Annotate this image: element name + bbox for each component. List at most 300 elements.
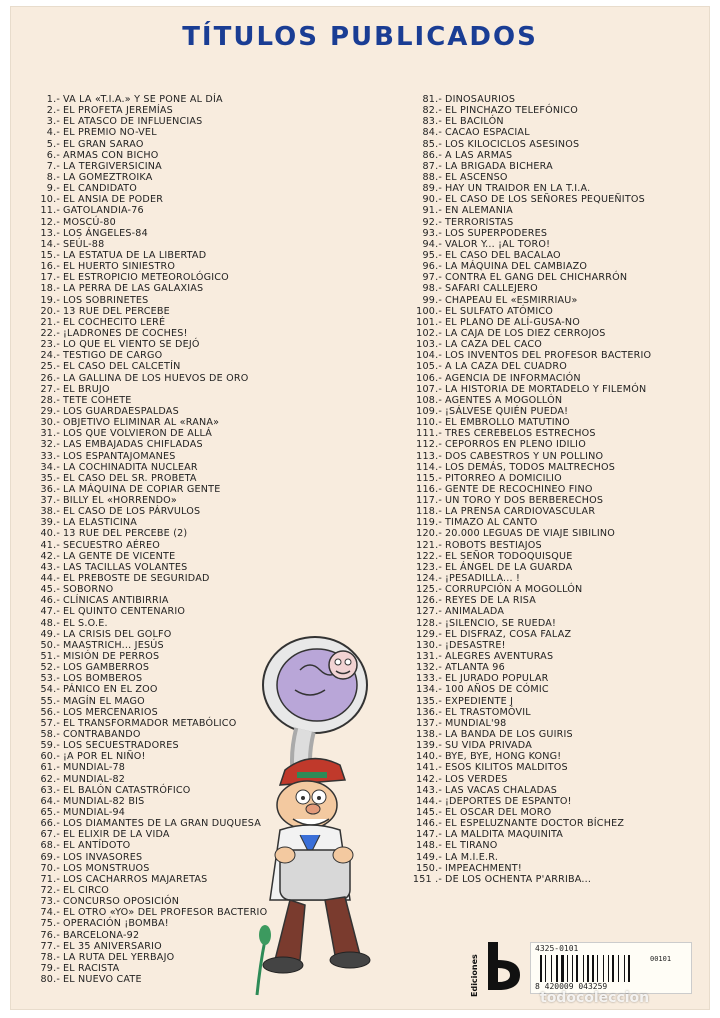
title-number: 6.- (46, 149, 60, 161)
title-entry (32, 94, 267, 105)
title-entry (412, 127, 651, 138)
title-number: 134.- (416, 684, 442, 696)
title-text: EL DISFRAZ, COSA FALAZ (445, 628, 572, 640)
title-entry (412, 863, 651, 874)
title-text: ¡PESADILLA... ! (445, 573, 521, 585)
title-number: 113.- (416, 450, 442, 462)
title-number: 34.- (40, 461, 60, 473)
title-text: EL PROFETA JEREMÍAS (63, 105, 173, 117)
barcode-bar (631, 955, 632, 982)
title-text: MISIÓN DE PERROS (63, 651, 160, 663)
title-text: VALOR Y... ¡AL TORO! (445, 238, 551, 250)
title-text: EL BRUJO (63, 383, 110, 395)
title-entry (32, 361, 267, 372)
title-number: 75.- (40, 918, 60, 930)
barcode-bar (553, 955, 555, 982)
title-entry (32, 506, 267, 517)
title-number: 100.- (416, 305, 442, 317)
title-entry (412, 785, 651, 796)
title-entry (412, 261, 651, 272)
title-text: EL TRANSFORMADOR METABÓLICO (63, 717, 237, 729)
publisher-logo (474, 940, 524, 995)
title-number: 144.- (416, 795, 442, 807)
title-entry (412, 373, 651, 384)
title-entry (412, 361, 651, 372)
title-text: LOS MONSTRUOS (63, 862, 150, 874)
title-entry (412, 473, 651, 484)
title-text: LA MÁQUINA DEL CAMBIAZO (445, 261, 588, 273)
title-number: 25.- (40, 361, 60, 373)
title-text: HAY UN TRAIDOR EN LA T.I.A. (445, 183, 591, 195)
title-number: 41.- (40, 539, 60, 551)
title-number: 33.- (40, 450, 60, 462)
title-entry (412, 818, 651, 829)
title-number: 109.- (416, 405, 442, 417)
barcode-digits: 8 420009 043259 (535, 982, 608, 991)
barcode-bars (540, 955, 640, 982)
title-number: 106.- (416, 372, 442, 384)
title-entry (32, 930, 267, 941)
title-text: LA RUTA DEL YERBAJO (63, 951, 175, 963)
title-number: 30.- (40, 417, 60, 429)
title-text: DOS CABESTROS Y UN POLLINO (445, 450, 604, 462)
title-text: TETE COHETE (63, 394, 132, 406)
title-number: 58.- (40, 729, 60, 741)
title-text: UN TORO Y DOS BERBERECHOS (445, 495, 604, 507)
title-text: EL JURADO POPULAR (445, 673, 549, 685)
barcode-bar (592, 955, 594, 982)
title-entry (32, 606, 267, 617)
title-text: LA GALLINA DE LOS HUEVOS DE ORO (63, 372, 249, 384)
barcode-bar (574, 955, 575, 982)
barcode-bar (565, 955, 566, 982)
title-number: 14.- (40, 238, 60, 250)
title-text: EL ELIXIR DE LA VIDA (63, 829, 170, 841)
title-text: TIMAZO AL CANTO (445, 517, 538, 529)
titles-list-left (32, 94, 267, 985)
title-entry (32, 751, 267, 762)
title-number: 69.- (40, 851, 60, 863)
title-text: 100 AÑOS DE CÓMIC (445, 684, 549, 696)
title-entry (412, 540, 651, 551)
title-entry (412, 562, 651, 573)
title-text: LO QUE EL VIENTO SE DEJÓ (63, 339, 200, 351)
title-text: LOS DEMÁS, TODOS MALTRECHOS (445, 461, 616, 473)
title-entry (32, 295, 267, 306)
title-text: GATOLANDIA-76 (63, 205, 144, 217)
title-entry (32, 852, 267, 863)
title-entry (32, 306, 267, 317)
title-text: CONTRA EL GANG DEL CHICHARRÓN (445, 272, 628, 284)
title-number: 148.- (416, 840, 442, 852)
title-text: OPERACIÓN ¡BOMBA! (63, 918, 169, 930)
title-entry (32, 339, 267, 350)
title-text: EL PLANO DE ALÍ-GUSA-NO (445, 316, 581, 328)
barcode-bar (628, 955, 630, 982)
title-text: LA MALDITA MAQUINITA (445, 829, 564, 841)
title-text: LA CAJA DE LOS DIEZ CERROJOS (445, 327, 606, 339)
barcode-issue-code: 00101 (650, 955, 672, 963)
title-text: LOS SECUESTRADORES (63, 740, 179, 752)
barcode-bar (561, 955, 564, 982)
title-number: 45.- (40, 584, 60, 596)
barcode-bar (567, 955, 568, 982)
title-number: 151 .- (412, 873, 442, 885)
title-text: SAFARI CALLEJERO (445, 283, 538, 295)
title-number: 7.- (46, 160, 60, 172)
title-number: 131.- (416, 651, 442, 663)
title-text: LOS ÁNGELES-84 (63, 227, 148, 239)
title-number: 67.- (40, 829, 60, 841)
barcode-bar (583, 955, 584, 982)
title-number: 36.- (40, 483, 60, 495)
title-text: EL CIRCO (63, 884, 110, 896)
title-entry (32, 818, 267, 829)
title-entry (412, 462, 651, 473)
barcode-bar (576, 955, 578, 982)
title-text: LA CRISIS DEL GOLFO (63, 628, 172, 640)
title-number: 94.- (422, 238, 442, 250)
title-entry (32, 183, 267, 194)
title-text: AGENCIA DE INFORMACIÓN (445, 372, 581, 384)
title-number: 32.- (40, 439, 60, 451)
title-number: 35.- (40, 472, 60, 484)
title-entry (412, 228, 651, 239)
title-entry (412, 217, 651, 228)
title-text: MUNDIAL-94 (63, 807, 126, 818)
title-number: 121.- (416, 539, 442, 551)
title-text: LA BANDA DE LOS GUIRIS (445, 729, 573, 741)
title-text: MUNDIAL'98 (445, 717, 507, 729)
title-entry (32, 451, 267, 462)
title-entry (32, 406, 267, 417)
title-number: 27.- (40, 383, 60, 395)
barcode-bar (543, 955, 544, 982)
title-entry (412, 829, 651, 840)
title-entry (412, 194, 651, 205)
title-text: LA MÁQUINA DE COPIAR GENTE (63, 483, 221, 495)
title-text: ¡DESASTRE! (445, 639, 506, 651)
title-entry (412, 239, 651, 250)
title-entry (32, 239, 267, 250)
title-entry (32, 495, 267, 506)
title-text: SOBORNO (63, 584, 114, 596)
title-entry (412, 673, 651, 684)
title-text: CHAPEAU EL «ESMIRRIAU» (445, 294, 578, 306)
title-text: VA LA «T.I.A.» Y SE PONE AL DÍA (63, 94, 223, 105)
title-text: CONTRABANDO (63, 729, 141, 741)
title-number: 63.- (40, 784, 60, 796)
title-number: 129.- (416, 628, 442, 640)
title-entry (32, 796, 267, 807)
title-number: 3.- (46, 116, 60, 128)
title-number: 52.- (40, 662, 60, 674)
title-number: 86.- (422, 149, 442, 161)
title-entry (412, 139, 651, 150)
title-entry (412, 573, 651, 584)
title-entry (32, 640, 267, 651)
title-text: EL CASO DEL BACALAO (445, 249, 561, 261)
barcode-bar (610, 955, 611, 982)
title-entry (32, 473, 267, 484)
title-text: ¡SÁLVESE QUIÉN PUEDA! (445, 405, 569, 417)
title-number: 9.- (46, 183, 60, 195)
title-entry (32, 150, 267, 161)
title-text: A LA CAZA DEL CUADRO (445, 361, 567, 373)
title-entry (32, 116, 267, 127)
character-illustration (245, 625, 415, 1005)
title-number: 132.- (416, 662, 442, 674)
title-entry (32, 618, 267, 629)
title-number: 120.- (416, 528, 442, 540)
title-entry (32, 517, 267, 528)
title-entry (412, 428, 651, 439)
title-text: EL ATASCO DE INFLUENCIAS (63, 116, 203, 128)
title-number: 48.- (40, 617, 60, 629)
title-entry (32, 172, 267, 183)
title-number: 143.- (416, 784, 442, 796)
title-entry (412, 105, 651, 116)
title-number: 105.- (416, 361, 442, 373)
title-text: EL ÁNGEL DE LA GUARDA (445, 561, 573, 573)
title-entry (32, 562, 267, 573)
title-text: LOS DIAMANTES DE LA GRAN DUQUESA (63, 818, 262, 830)
title-text: BYE, BYE, HONG KONG! (445, 751, 562, 763)
barcode-bar (608, 955, 609, 982)
title-text: LA COCHINADITA NUCLEAR (63, 461, 198, 473)
title-text: CEPORROS EN PLENO IDILIO (445, 439, 586, 451)
title-text: 13 RUE DEL PERCEBE (2) (63, 528, 188, 540)
title-text: EL PINCHAZO TELEFÓNICO (445, 105, 578, 117)
barcode-bar (587, 955, 589, 982)
title-entry (412, 751, 651, 762)
title-number: 80.- (40, 974, 60, 986)
title-number: 1.- (46, 94, 60, 105)
title-text: LOS GUARDAESPALDAS (63, 405, 179, 417)
title-text: LOS INVASORES (63, 851, 143, 863)
title-number: 141.- (416, 762, 442, 774)
title-entry (32, 228, 267, 239)
title-entry (32, 127, 267, 138)
title-text: LOS GAMBERROS (63, 662, 150, 674)
title-entry (412, 517, 651, 528)
title-text: LOS SOBRINETES (63, 294, 149, 306)
barcode-bar (618, 955, 619, 982)
title-text: CACAO ESPACIAL (445, 127, 530, 139)
barcode-bar (597, 955, 598, 982)
title-number: 55.- (40, 695, 60, 707)
title-number: 46.- (40, 595, 60, 607)
title-text: EL OTRO «YO» DEL PROFESOR BACTERIO (63, 907, 268, 919)
title-entry (32, 283, 267, 294)
title-text: TERRORISTAS (445, 216, 514, 228)
title-text: LA M.I.E.R. (445, 851, 499, 863)
title-text: CORRUPCIÓN A MOGOLLÓN (445, 584, 583, 596)
barcode-bar (624, 955, 625, 982)
title-entry (412, 350, 651, 361)
title-text: LOS QUE VOLVIERON DE ALLÁ (63, 428, 213, 440)
title-text: EL CANDIDATO (63, 183, 137, 195)
title-text: LA PERRA DE LAS GALAXIAS (63, 283, 204, 295)
titles-list-right (412, 94, 651, 885)
title-number: 26.- (40, 372, 60, 384)
title-number: 91.- (422, 205, 442, 217)
title-number: 123.- (416, 561, 442, 573)
title-number: 38.- (40, 506, 60, 518)
title-number: 99.- (422, 294, 442, 306)
title-text: TRES CEREBELOS ESTRECHOS (445, 428, 596, 440)
title-number: 92.- (422, 216, 442, 228)
title-text: LA GENTE DE VICENTE (63, 550, 176, 562)
title-number: 95.- (422, 249, 442, 261)
title-text: EL ANTÍDOTO (63, 840, 131, 852)
title-number: 54.- (40, 684, 60, 696)
title-number: 37.- (40, 495, 60, 507)
title-text: PITORREO A DOMICILIO (445, 472, 562, 484)
title-number: 29.- (40, 405, 60, 417)
title-entry (32, 261, 267, 272)
title-entry (32, 250, 267, 261)
title-text: EL ANSIA DE PODER (63, 194, 164, 206)
title-number: 82.- (422, 105, 442, 117)
title-entry (32, 707, 267, 718)
title-text: LOS MERCENARIOS (63, 706, 158, 718)
title-number: 133.- (416, 673, 442, 685)
title-number: 136.- (416, 706, 442, 718)
barcode-bar (585, 955, 586, 982)
title-entry (412, 852, 651, 863)
title-number: 42.- (40, 550, 60, 562)
barcode-bar (551, 955, 552, 982)
title-entry (412, 662, 651, 673)
title-number: 87.- (422, 160, 442, 172)
title-text: ¡DEPORTES DE ESPANTO! (445, 795, 572, 807)
title-entry (32, 595, 267, 606)
title-text: 13 RUE DEL PERCEBE (63, 305, 170, 317)
title-number: 135.- (416, 695, 442, 707)
title-text: EL CASO DE LOS SEÑORES PEQUEÑITOS (445, 194, 645, 206)
title-text: EL CASO DE LOS PÁRVULOS (63, 506, 201, 518)
barcode-top-code: 4325-0101 (535, 944, 579, 953)
title-entry (412, 874, 651, 885)
barcode-bar (579, 955, 582, 982)
title-text: EL ASCENSO (445, 171, 508, 183)
title-text: LOS ESPANTAJOMANES (63, 450, 176, 462)
title-entry (412, 618, 651, 629)
title-text: LOS VERDES (445, 773, 508, 785)
title-number: 104.- (416, 350, 442, 362)
title-text: ROBOTS BESTIAJOS (445, 539, 542, 551)
title-entry (412, 584, 651, 595)
title-number: 43.- (40, 561, 60, 573)
title-text: ESOS KILITOS MALDITOS (445, 762, 568, 774)
title-text: MUNDIAL-82 BIS (63, 795, 145, 807)
title-text: EL BALÓN CATASTRÓFICO (63, 784, 191, 796)
title-entry (412, 495, 651, 506)
title-number: 97.- (422, 272, 442, 284)
title-number: 59.- (40, 740, 60, 752)
title-text: SECUESTRO AÉREO (63, 539, 161, 551)
title-text: EL NUEVO CATE (63, 974, 142, 986)
title-entry (32, 718, 267, 729)
title-text: EL TRASTOMÓVIL (445, 706, 531, 718)
title-number: 101.- (416, 316, 442, 328)
title-text: EL TIRANO (445, 840, 498, 852)
title-entry (412, 339, 651, 350)
title-number: 147.- (416, 829, 442, 841)
title-text: LA CAZA DEL CACO (445, 339, 543, 351)
title-text: LA ELASTICINA (63, 517, 138, 529)
title-number: 28.- (40, 394, 60, 406)
title-number: 21.- (40, 316, 60, 328)
title-entry (32, 651, 267, 662)
title-text: LAS EMBAJADAS CHIFLADAS (63, 439, 203, 451)
title-text: EL RACISTA (63, 962, 120, 974)
title-entry (412, 629, 651, 640)
barcode-bar (615, 955, 617, 982)
title-entry (412, 161, 651, 172)
title-number: 62.- (40, 773, 60, 785)
title-text: SEÚL-88 (63, 238, 105, 250)
title-number: 60.- (40, 751, 60, 763)
title-number: 125.- (416, 584, 442, 596)
title-entry (412, 774, 651, 785)
title-entry (412, 651, 651, 662)
title-number: 8.- (46, 171, 60, 183)
barcode-bar (603, 955, 604, 982)
title-entry (32, 428, 267, 439)
title-entry (32, 918, 267, 929)
title-entry (412, 283, 651, 294)
title-text: LA GOMEZTROIKA (63, 171, 153, 183)
title-entry (32, 439, 267, 450)
title-number: 116.- (416, 483, 442, 495)
title-number: 49.- (40, 628, 60, 640)
title-text: EL BACILÓN (445, 116, 504, 128)
title-entry (32, 317, 267, 328)
title-number: 84.- (422, 127, 442, 139)
title-entry (32, 484, 267, 495)
page-title: TÍTULOS PUBLICADOS (182, 22, 538, 52)
title-number: 18.- (40, 283, 60, 295)
title-text: EL GRAN SARAO (63, 138, 144, 150)
title-entry (412, 506, 651, 517)
title-text: ¡SILENCIO, SE RUEDA! (445, 617, 557, 629)
title-text: LOS CACHARROS MAJARETAS (63, 873, 208, 885)
title-number: 50.- (40, 639, 60, 651)
barcode-bar (540, 955, 542, 982)
title-number: 142.- (416, 773, 442, 785)
title-entry (32, 863, 267, 874)
title-text: TESTIGO DE CARGO (63, 350, 163, 362)
title-number: 61.- (40, 762, 60, 774)
title-entry (32, 395, 267, 406)
title-number: 108.- (416, 394, 442, 406)
title-entry (412, 150, 651, 161)
title-entry (32, 774, 267, 785)
title-text: EL S.O.E. (63, 617, 108, 629)
title-number: 73.- (40, 896, 60, 908)
title-entry (412, 640, 651, 651)
title-entry (32, 373, 267, 384)
barcode-bar (612, 955, 614, 982)
title-entry (412, 172, 651, 183)
title-entry (32, 673, 267, 684)
title-entry (412, 395, 651, 406)
title-number: 102.- (416, 327, 442, 339)
title-text: EL COCHECITO LERÉ (63, 316, 166, 328)
title-number: 79.- (40, 962, 60, 974)
